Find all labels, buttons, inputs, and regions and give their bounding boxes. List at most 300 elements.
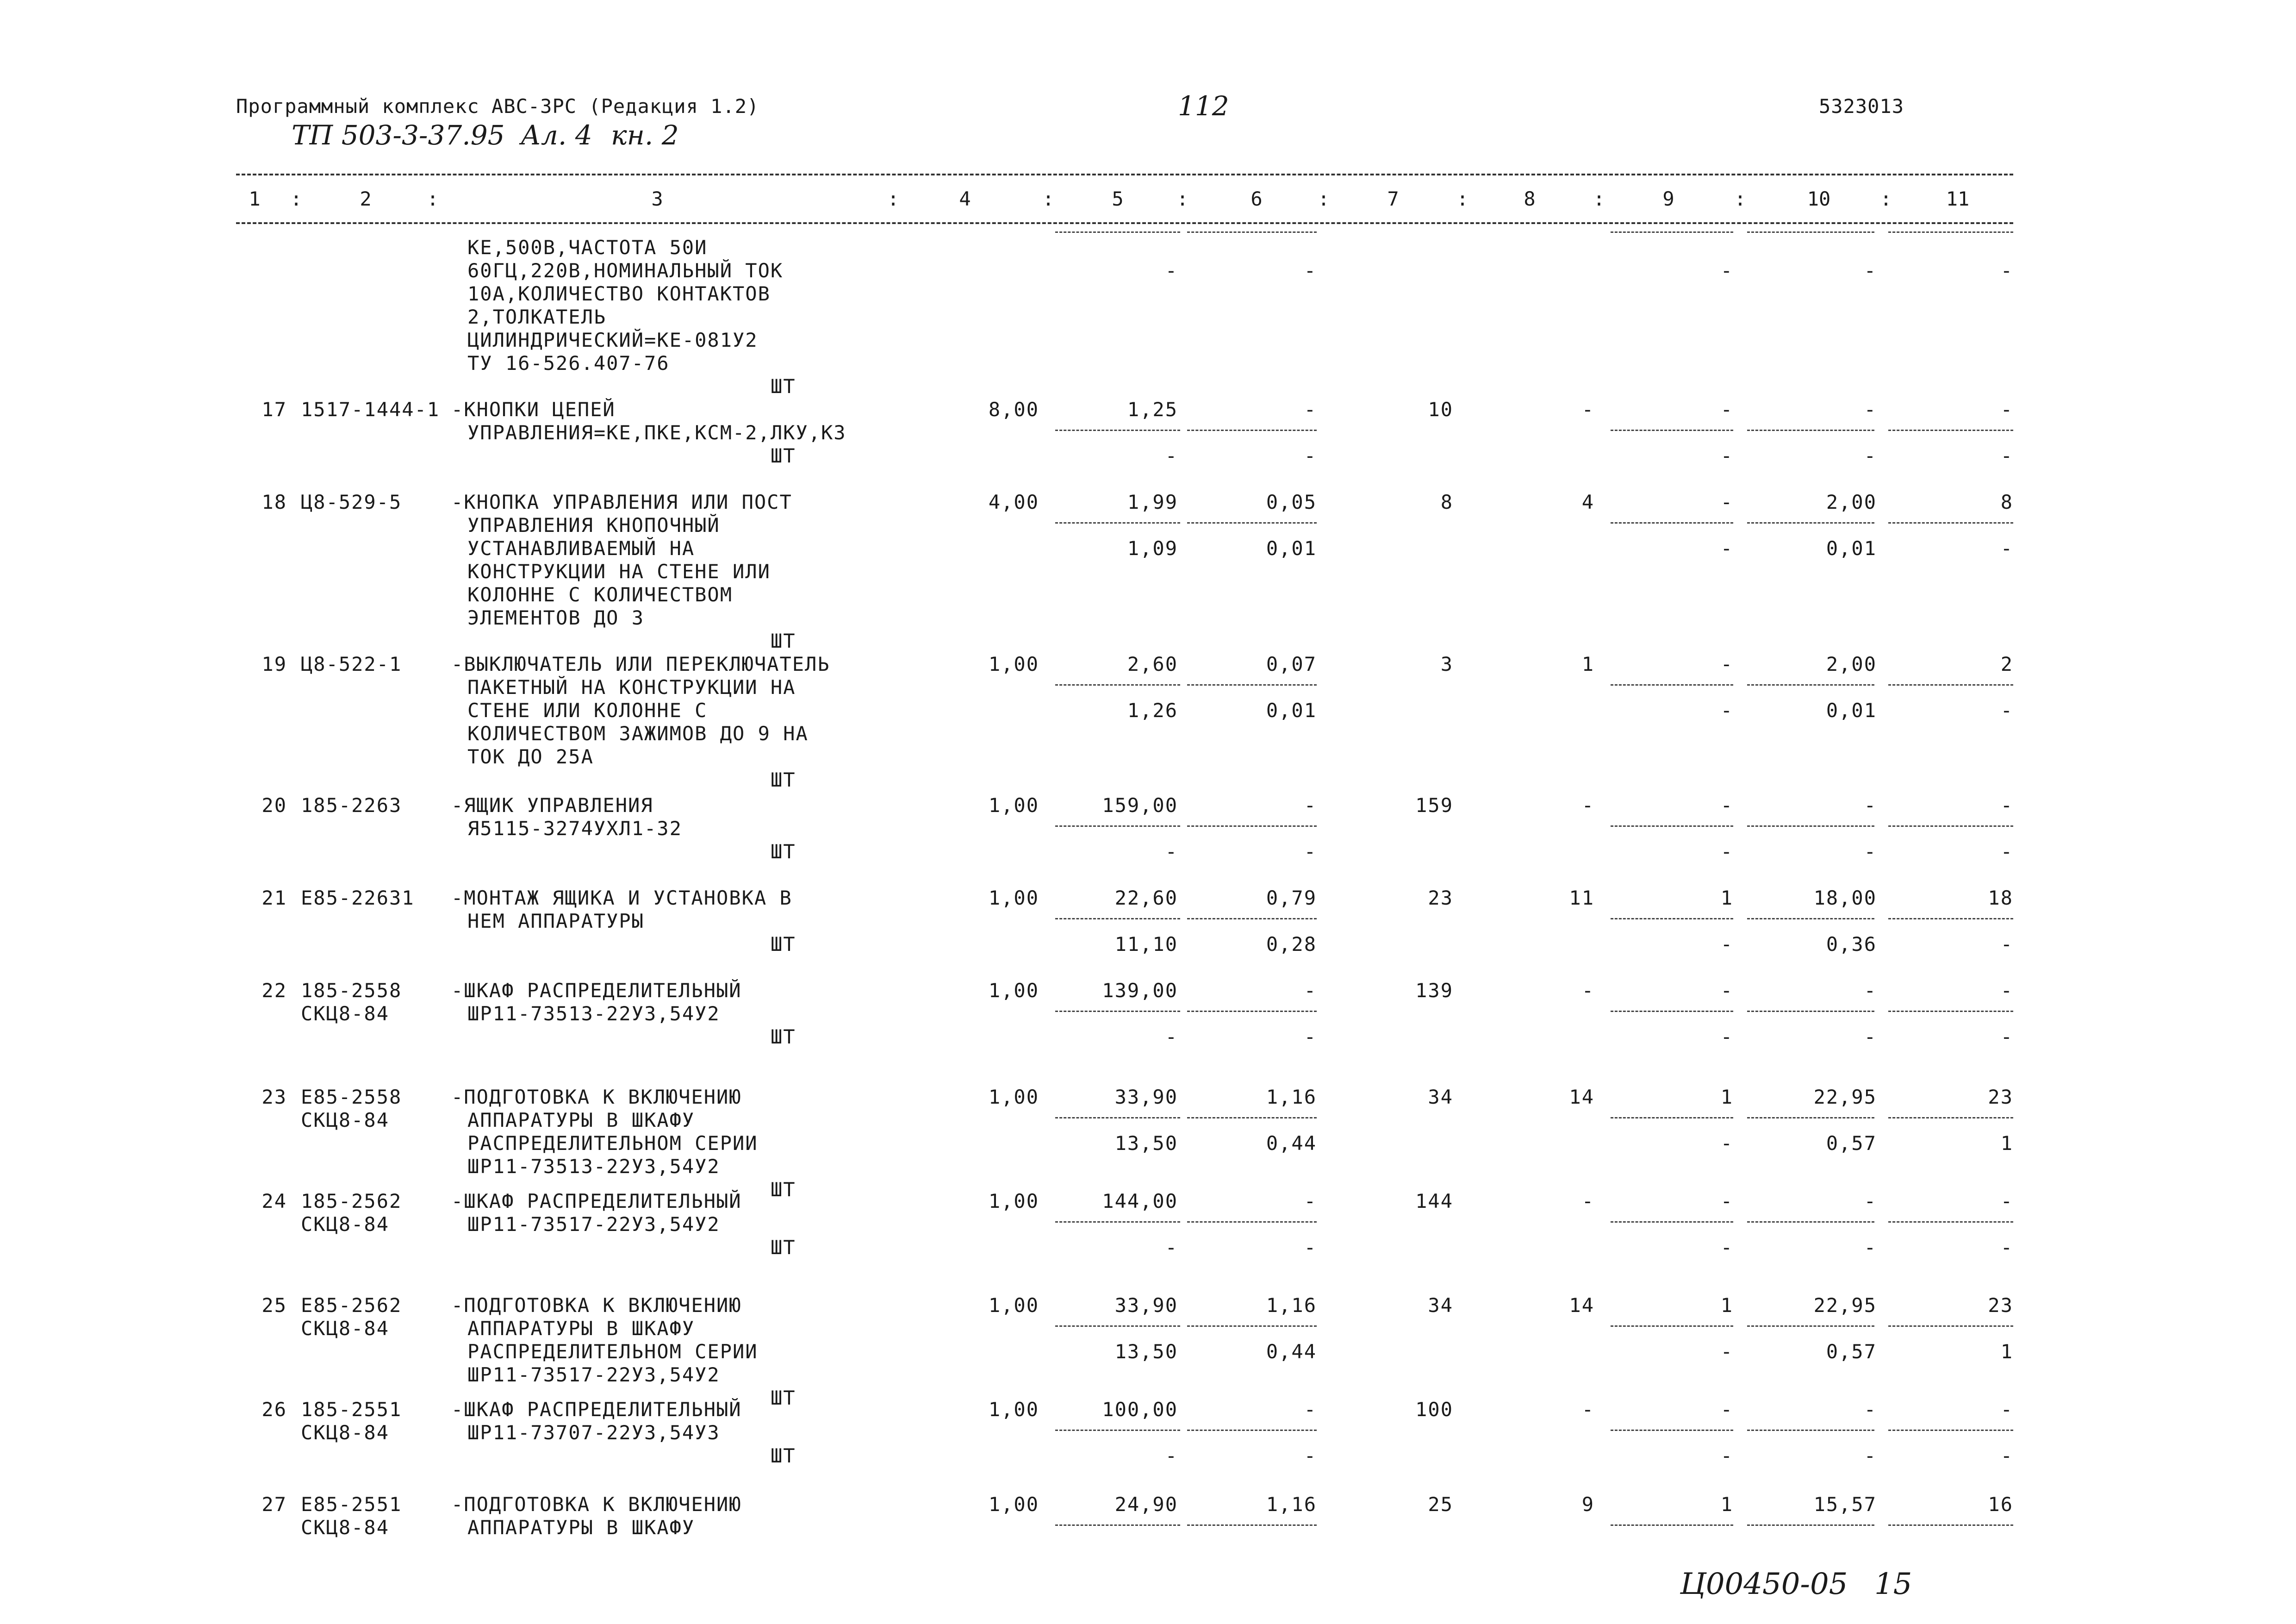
row-description-line: КЕ,500В,ЧАСТОТА 50И [467,236,708,259]
row-description-line: АППАРАТУРЫ В ШКАФУ [467,1516,695,1539]
lower-value-c6: - [1304,259,1317,282]
value-c5: 24,90 [1114,1493,1178,1516]
value-c11: - [2000,794,2013,817]
lower-value-c6: - [1304,840,1317,863]
row-description-line: КОЛИЧЕСТВОМ ЗАЖИМОВ ДО 9 НА [467,722,809,745]
subtotal-rule [1611,1524,1733,1526]
subtotal-rule [1611,1117,1733,1118]
row-code: Е85-2551 [301,1493,402,1516]
row-description-line: -ШКАФ РАСПРЕДЕЛИТЕЛЬНЫЙ [451,1190,742,1212]
value-c7: 23 [1428,887,1453,909]
lower-value-c11: - [2000,1236,2013,1259]
column-header-10: 10 [1807,187,1831,210]
lower-value-c10: - [1864,1444,1877,1467]
unit-label: ШТ [771,444,796,467]
subtotal-rule [1055,430,1180,431]
lower-value-c6: 0,28 [1266,933,1317,956]
subtotal-rule [1611,231,1733,233]
row-description-line: -ПОДГОТОВКА К ВКЛЮЧЕНИЮ [451,1493,742,1516]
unit-label: ШТ [771,933,796,956]
value-c9: 1 [1720,1086,1733,1108]
value-c9: - [1720,491,1733,513]
lower-value-c6: - [1304,1025,1317,1048]
value-c8: 9 [1581,1493,1594,1516]
row-description-line: КОНСТРУКЦИИ НА СТЕНЕ ИЛИ [467,560,771,583]
row-code: Е85-2562 [301,1294,402,1317]
value-c10: 2,00 [1826,491,1877,513]
subtotal-rule [1888,825,2013,827]
page-number: 112 [1178,90,1229,122]
value-c10: - [1864,979,1877,1002]
value-c6: - [1304,979,1317,1002]
subtotal-rule [1055,825,1180,827]
subtotal-rule [1611,684,1733,686]
lower-value-c9: - [1720,259,1733,282]
subtotal-rule [1187,825,1317,827]
row-number: 24 [261,1190,287,1212]
value-c10: 18,00 [1813,887,1877,909]
value-c4: 1,00 [988,1493,1039,1516]
value-c8: 1 [1581,653,1594,675]
row-code: 1517-1444-1 [301,398,440,421]
value-c7: 8 [1440,491,1453,513]
row-description-line: -ВЫКЛЮЧАТЕЛЬ ИЛИ ПЕРЕКЛЮЧАТЕЛЬ [451,653,830,675]
subtotal-rule [1888,1221,2013,1223]
column-separator: : [1318,187,1330,210]
lower-value-c5: 1,09 [1127,537,1178,560]
column-separator: : [1880,187,1892,210]
unit-label: ШТ [771,630,796,652]
value-c11: 23 [1988,1086,2013,1108]
value-c5: 33,90 [1114,1294,1178,1317]
column-header-6: 6 [1251,187,1263,210]
archive-stamp: Ц00450-05 [1680,1567,1848,1601]
value-c9: - [1720,794,1733,817]
row-code: СКЦ8-84 [301,1317,390,1340]
value-c6: 0,05 [1266,491,1317,513]
lower-value-c10: - [1864,444,1877,467]
row-description-line: ПАКЕТНЫЙ НА КОНСТРУКЦИИ НА [467,676,796,699]
lower-value-c9: - [1720,1025,1733,1048]
subtotal-rule [1187,684,1317,686]
value-c4: 1,00 [988,1086,1039,1108]
subtotal-rule [1888,1524,2013,1526]
row-number: 22 [261,979,287,1002]
row-number: 25 [261,1294,287,1317]
subtotal-rule [1187,1011,1317,1012]
lower-value-c11: - [2000,1025,2013,1048]
unit-label: ШТ [771,1444,796,1467]
value-c7: 34 [1428,1294,1453,1317]
row-description-line: УПРАВЛЕНИЯ=КЕ,ПКЕ,КСМ-2,ЛКУ,КЗ [467,421,846,444]
value-c5: 159,00 [1102,794,1178,817]
lower-value-c5: 13,50 [1114,1340,1178,1363]
value-c4: 1,00 [988,887,1039,909]
lower-value-c11: - [2000,537,2013,560]
value-c11: 16 [1988,1493,2013,1516]
row-description-line: ШР11-73517-22У3,54У2 [467,1363,720,1386]
value-c11: 23 [1988,1294,2013,1317]
value-c5: 22,60 [1114,887,1178,909]
lower-value-c9: - [1720,444,1733,467]
value-c7: 3 [1440,653,1453,675]
row-description-line: -МОНТАЖ ЯЩИКА И УСТАНОВКА В [451,887,792,909]
row-description-line: ТУ 16-526.407-76 [467,352,670,375]
subtotal-rule [1888,430,2013,431]
project-number: ТП 503-3-37.95 [292,119,505,151]
subtotal-rule [1888,1117,2013,1118]
value-c5: 33,90 [1114,1086,1178,1108]
column-separator: : [1734,187,1746,210]
value-c11: 2 [2000,653,2013,675]
row-description-line: АППАРАТУРЫ В ШКАФУ [467,1317,695,1340]
row-description-line: УПРАВЛЕНИЯ КНОПОЧНЫЙ [467,514,720,537]
row-description-line: -КНОПКА УПРАВЛЕНИЯ ИЛИ ПОСТ [451,491,792,513]
lower-value-c11: - [2000,444,2013,467]
lower-value-c5: 11,10 [1114,933,1178,956]
row-description-line: -ШКАФ РАСПРЕДЕЛИТЕЛЬНЫЙ [451,1398,742,1421]
subtotal-rule [1888,1430,2013,1431]
row-description-line: РАСПРЕДЕЛИТЕЛЬНОМ СЕРИИ [467,1340,758,1363]
subtotal-rule [1055,1325,1180,1327]
value-c4: 1,00 [988,1190,1039,1212]
subtotal-rule [1747,430,1874,431]
subtotal-rule [1187,918,1317,919]
subtotal-rule [1747,1524,1874,1526]
lower-value-c9: - [1720,699,1733,722]
subtotal-rule [1611,522,1733,524]
lower-value-c10: 0,01 [1826,537,1877,560]
lower-value-c10: 0,36 [1826,933,1877,956]
value-c10: 22,95 [1813,1294,1877,1317]
lower-value-c9: - [1720,1340,1733,1363]
value-c6: - [1304,1398,1317,1421]
column-header-2: 2 [360,187,372,210]
subtotal-rule [1611,430,1733,431]
subtotal-rule [1747,522,1874,524]
value-c9: - [1720,1190,1733,1212]
lower-value-c5: 13,50 [1114,1132,1178,1155]
lower-value-c9: - [1720,933,1733,956]
lower-value-c11: - [2000,1444,2013,1467]
program-title: Программный комплекс АВС-3РС (Редакция 1.2) [236,95,759,118]
row-code: 185-2558 [301,979,402,1002]
subtotal-rule [1747,684,1874,686]
row-number: 26 [261,1398,287,1421]
row-description-line: ШР11-73513-22У3,54У2 [467,1155,720,1178]
value-c8: - [1581,1190,1594,1212]
value-c9: 1 [1720,1294,1733,1317]
value-c4: 4,00 [988,491,1039,513]
row-description-line: ЦИЛИНДРИЧЕСКИЙ=КЕ-081У2 [467,329,758,351]
value-c11: - [2000,398,2013,421]
column-separator: : [1456,187,1468,210]
subtotal-rule [1055,1011,1180,1012]
lower-value-c9: - [1720,1444,1733,1467]
value-c4: 1,00 [988,1294,1039,1317]
column-header-7: 7 [1387,187,1399,210]
row-code: Е85-22631 [301,887,415,909]
value-c10: - [1864,1398,1877,1421]
value-c7: 34 [1428,1086,1453,1108]
value-c6: - [1304,398,1317,421]
subtotal-rule [1055,1221,1180,1223]
value-c8: - [1581,398,1594,421]
subtotal-rule [1055,1430,1180,1431]
subtotal-rule [1187,522,1317,524]
row-code: СКЦ8-84 [301,1109,390,1131]
lower-value-c6: - [1304,444,1317,467]
subtotal-rule [1055,918,1180,919]
value-c7: 25 [1428,1493,1453,1516]
row-description-line: РАСПРЕДЕЛИТЕЛЬНОМ СЕРИИ [467,1132,758,1155]
value-c9: - [1720,979,1733,1002]
row-number: 21 [261,887,287,909]
row-description-line: ТОК ДО 25А [467,745,594,768]
value-c4: 1,00 [988,653,1039,675]
value-c5: 139,00 [1102,979,1178,1002]
row-description-line: АППАРАТУРЫ В ШКАФУ [467,1109,695,1131]
subtotal-rule [1187,1117,1317,1118]
column-separator: : [427,187,439,210]
value-c9: 1 [1720,887,1733,909]
row-number: 18 [261,491,287,513]
value-c6: - [1304,794,1317,817]
row-description-line: -ШКАФ РАСПРЕДЕЛИТЕЛЬНЫЙ [451,979,742,1002]
value-c5: 144,00 [1102,1190,1178,1212]
value-c8: 14 [1569,1086,1594,1108]
value-c7: 139 [1415,979,1453,1002]
column-separator: : [290,187,302,210]
value-c6: 1,16 [1266,1493,1317,1516]
value-c6: - [1304,1190,1317,1212]
unit-label: ШТ [771,1178,796,1201]
sheet-number: 15 [1874,1567,1912,1601]
value-c9: - [1720,653,1733,675]
row-description-line: КОЛОННЕ С КОЛИЧЕСТВОМ [467,583,733,606]
row-code: 185-2562 [301,1190,402,1212]
row-code: СКЦ8-84 [301,1421,390,1444]
subtotal-rule [1611,1011,1733,1012]
value-c5: 1,25 [1127,398,1178,421]
lower-value-c6: - [1304,1236,1317,1259]
subtotal-rule [1187,430,1317,431]
column-header-4: 4 [959,187,971,210]
lower-value-c6: - [1304,1444,1317,1467]
value-c6: 1,16 [1266,1086,1317,1108]
document-code: 5323013 [1819,95,1904,118]
row-code: 185-2263 [301,794,402,817]
lower-value-c9: - [1720,1132,1733,1155]
lower-value-c11: - [2000,699,2013,722]
row-description-line: ШР11-73517-22У3,54У2 [467,1213,720,1236]
row-code: Ц8-529-5 [301,491,402,513]
row-number: 23 [261,1086,287,1108]
value-c8: 14 [1569,1294,1594,1317]
subtotal-rule [1747,231,1874,233]
value-c11: - [2000,1190,2013,1212]
lower-value-c11: - [2000,933,2013,956]
table-header-rule [236,222,2013,224]
column-header-5: 5 [1112,187,1124,210]
row-code: 185-2551 [301,1398,402,1421]
lower-value-c10: - [1864,1236,1877,1259]
lower-value-c10: - [1864,840,1877,863]
subtotal-rule [1888,1011,2013,1012]
lower-value-c9: - [1720,537,1733,560]
value-c8: - [1581,1398,1594,1421]
lower-value-c10: - [1864,1025,1877,1048]
subtotal-rule [1747,1430,1874,1431]
subtotal-rule [1747,1221,1874,1223]
value-c7: 144 [1415,1190,1453,1212]
value-c5: 2,60 [1127,653,1178,675]
row-description-line: ЭЛЕМЕНТОВ ДО 3 [467,606,645,629]
subtotal-rule [1055,1524,1180,1526]
value-c9: 1 [1720,1493,1733,1516]
value-c8: - [1581,794,1594,817]
value-c10: - [1864,1190,1877,1212]
lower-value-c11: - [2000,259,2013,282]
value-c4: 1,00 [988,979,1039,1002]
value-c11: 8 [2000,491,2013,513]
row-description-line: СТЕНЕ ИЛИ КОЛОННЕ С [467,699,708,722]
unit-label: ШТ [771,1387,796,1409]
lower-value-c6: 0,01 [1266,537,1317,560]
lower-value-c6: 0,01 [1266,699,1317,722]
value-c5: 100,00 [1102,1398,1178,1421]
row-number: 20 [261,794,287,817]
value-c10: 15,57 [1813,1493,1877,1516]
column-header-3: 3 [651,187,663,210]
subtotal-rule [1187,1221,1317,1223]
subtotal-rule [1747,1011,1874,1012]
row-description-line: 2,ТОЛКАТЕЛЬ [467,306,607,328]
value-c6: 0,79 [1266,887,1317,909]
subtotal-rule [1747,1325,1874,1327]
value-c8: 11 [1569,887,1594,909]
lower-value-c10: 0,01 [1826,699,1877,722]
value-c5: 1,99 [1127,491,1178,513]
column-separator: : [1593,187,1605,210]
subtotal-rule [1055,231,1180,233]
subtotal-rule [1747,918,1874,919]
value-c6: 0,07 [1266,653,1317,675]
value-c10: - [1864,794,1877,817]
lower-value-c5: - [1165,1236,1178,1259]
subtotal-rule [1888,684,2013,686]
unit-label: ШТ [771,768,796,791]
value-c10: 2,00 [1826,653,1877,675]
row-code: Е85-2558 [301,1086,402,1108]
unit-label: ШТ [771,1025,796,1048]
lower-value-c10: - [1864,259,1877,282]
lower-value-c11: 1 [2000,1340,2013,1363]
row-description-line: ШР11-73513-22У3,54У2 [467,1002,720,1025]
value-c7: 10 [1428,398,1453,421]
subtotal-rule [1888,231,2013,233]
value-c9: - [1720,1398,1733,1421]
unit-label: ШТ [771,1236,796,1259]
book-number: кн. 2 [611,119,679,151]
row-number: 17 [261,398,287,421]
subtotal-rule [1611,825,1733,827]
row-code: СКЦ8-84 [301,1516,390,1539]
lower-value-c5: - [1165,1444,1178,1467]
subtotal-rule [1055,522,1180,524]
lower-value-c9: - [1720,840,1733,863]
row-description-line: ШР11-73707-22У3,54У3 [467,1421,720,1444]
table-top-rule [236,174,2013,175]
value-c10: 22,95 [1813,1086,1877,1108]
value-c4: 8,00 [988,398,1039,421]
value-c11: - [2000,979,2013,1002]
subtotal-rule [1187,1325,1317,1327]
value-c11: 18 [1988,887,2013,909]
row-code: СКЦ8-84 [301,1213,390,1236]
lower-value-c5: - [1165,1025,1178,1048]
row-description-line: 60ГЦ,220В,НОМИНАЛЬНЫЙ ТОК [467,259,784,282]
row-code: Ц8-522-1 [301,653,402,675]
row-description-line: Я5115-3274УХЛ1-32 [467,817,682,840]
row-description-line: УСТАНАВЛИВАЕМЫЙ НА [467,537,695,560]
column-header-8: 8 [1524,187,1536,210]
subtotal-rule [1611,918,1733,919]
lower-value-c5: - [1165,444,1178,467]
subtotal-rule [1187,231,1317,233]
row-description-line: -ЯЩИК УПРАВЛЕНИЯ [451,794,653,817]
subtotal-rule [1888,1325,2013,1327]
value-c7: 100 [1415,1398,1453,1421]
value-c6: 1,16 [1266,1294,1317,1317]
column-separator: : [887,187,899,210]
row-description-line: 10А,КОЛИЧЕСТВО КОНТАКТОВ [467,282,771,305]
lower-value-c6: 0,44 [1266,1340,1317,1363]
column-separator: : [1042,187,1054,210]
lower-value-c10: 0,57 [1826,1132,1877,1155]
column-separator: : [1176,187,1188,210]
value-c8: - [1581,979,1594,1002]
row-code: СКЦ8-84 [301,1002,390,1025]
subtotal-rule [1187,1524,1317,1526]
subtotal-rule [1747,825,1874,827]
value-c4: 1,00 [988,794,1039,817]
unit-label: ШТ [771,840,796,863]
column-header-9: 9 [1662,187,1674,210]
subtotal-rule [1611,1430,1733,1431]
lower-value-c11: - [2000,840,2013,863]
lower-value-c6: 0,44 [1266,1132,1317,1155]
value-c9: - [1720,398,1733,421]
album-number: Ал. 4 [521,119,592,151]
subtotal-rule [1747,1117,1874,1118]
value-c11: - [2000,1398,2013,1421]
value-c10: - [1864,398,1877,421]
value-c8: 4 [1581,491,1594,513]
subtotal-rule [1187,1430,1317,1431]
lower-value-c11: 1 [2000,1132,2013,1155]
unit-label: ШТ [771,375,796,398]
row-number: 27 [261,1493,287,1516]
subtotal-rule [1611,1325,1733,1327]
lower-value-c5: - [1165,259,1178,282]
subtotal-rule [1888,522,2013,524]
row-description-line: НЕМ АППАРАТУРЫ [467,910,645,932]
subtotal-rule [1055,1117,1180,1118]
column-header-1: 1 [249,187,261,210]
subtotal-rule [1055,684,1180,686]
lower-value-c9: - [1720,1236,1733,1259]
